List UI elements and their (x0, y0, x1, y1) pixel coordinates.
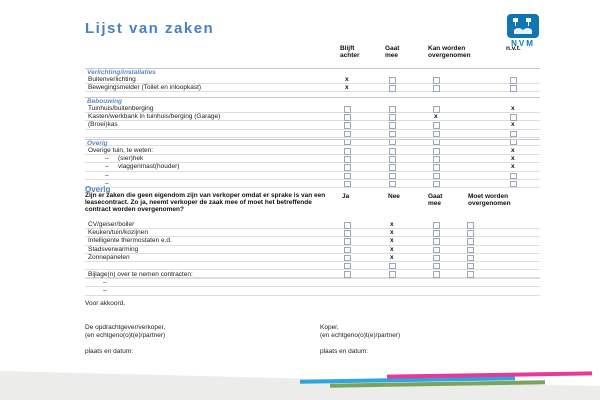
checkbox[interactable] (389, 77, 396, 84)
checkbox[interactable] (467, 247, 474, 254)
x-mark[interactable]: x (390, 245, 394, 253)
row-label: vlaggenmast(houder) (118, 163, 180, 171)
buyer-signature-label (320, 324, 400, 340)
checkbox[interactable] (389, 122, 396, 129)
checkbox[interactable] (433, 85, 440, 92)
section-overig-tuin (85, 139, 540, 188)
checkbox[interactable] (344, 255, 351, 262)
table-row (85, 105, 540, 113)
table-row (85, 147, 540, 155)
bijlage-block (85, 271, 540, 296)
checkbox[interactable] (344, 230, 351, 237)
bijlage-entry-line[interactable] (85, 287, 540, 295)
seller-line1: De opdrachtgever/verkoper, (85, 324, 166, 331)
checkbox[interactable] (389, 164, 396, 171)
nvm-logo (505, 14, 541, 48)
column-header: Blijft achter (340, 45, 360, 59)
checkbox[interactable] (344, 263, 351, 270)
table-row (85, 155, 540, 163)
row-label: Keuken/tuin/kozijnen (88, 229, 148, 237)
checkbox[interactable] (389, 263, 396, 270)
column-header: Moet worden overgenomen (468, 193, 511, 207)
seller-line2: (en echtgeno(o)t(e)/partner) (85, 332, 166, 339)
checkbox[interactable] (510, 173, 517, 180)
checkbox[interactable] (433, 263, 440, 270)
checkbox[interactable] (433, 181, 440, 188)
table-row (85, 180, 540, 188)
checkbox[interactable] (510, 114, 517, 121)
checkbox[interactable] (433, 122, 440, 129)
section-header: Bebouwing (85, 97, 540, 105)
checkbox[interactable] (389, 148, 396, 155)
x-mark[interactable]: x (511, 147, 515, 154)
bijlage-label-row (85, 271, 540, 279)
checkbox[interactable] (510, 77, 517, 84)
checkbox[interactable] (344, 122, 351, 129)
column-header: Nee (388, 193, 400, 200)
column-header: Gaat mee (428, 193, 443, 207)
list-dash: – (105, 163, 109, 171)
checkbox[interactable] (344, 238, 351, 245)
list-dash: – (105, 155, 109, 163)
checkbox[interactable] (344, 247, 351, 254)
section-verlichting (85, 68, 540, 92)
x-mark[interactable]: x (390, 237, 394, 245)
checkbox[interactable] (344, 131, 351, 138)
buyer-place-date-field[interactable]: plaats en datum: (320, 348, 369, 355)
checkbox[interactable] (344, 173, 351, 180)
row-label: Tuinhuis/buitenberging (88, 105, 154, 112)
column-header: Kan worden overgenomen (428, 45, 471, 59)
table-row (85, 172, 540, 180)
row-label: Kasten/werkbank in tuinhuis/berging (Garage) (88, 113, 221, 121)
checkbox[interactable] (344, 222, 351, 229)
table-row (85, 254, 540, 262)
checkbox[interactable] (344, 148, 351, 155)
table-row (85, 76, 540, 84)
row-label: Bewegingsmelder (Toilet en inloopkast) (88, 84, 202, 92)
x-mark[interactable]: x (434, 113, 438, 121)
row-label: CV/geiser/boiler (88, 221, 135, 228)
row-label: Zonnepanelen (88, 253, 130, 261)
bijlage-label: Bijlage(n) over te nemen contracten: (88, 271, 193, 278)
list-dash: – (105, 179, 109, 187)
checkbox[interactable] (433, 156, 440, 163)
table2-rows (85, 221, 540, 278)
checkbox[interactable] (433, 222, 440, 229)
section-header: Overig (85, 139, 540, 147)
table-row (85, 84, 540, 92)
list-dash: – (105, 171, 109, 179)
checkbox[interactable] (510, 181, 517, 188)
table-row (85, 130, 540, 138)
nvm-logo-text: NVM (511, 39, 535, 48)
checkbox[interactable] (344, 164, 351, 171)
table-row (85, 246, 540, 254)
checkbox[interactable] (433, 131, 440, 138)
checkbox[interactable] (467, 222, 474, 229)
x-mark[interactable]: x (390, 229, 394, 237)
column-header: Ja (342, 193, 350, 200)
buyer-line2: (en echtgeno(o)t(e)/partner) (320, 332, 401, 339)
voor-akkoord-label: Voor akkoord, (85, 300, 126, 307)
nvm-logo-icon (507, 14, 539, 38)
seller-place-date-field[interactable]: plaats en datum: (85, 348, 134, 355)
checkbox[interactable] (344, 114, 351, 121)
checkbox[interactable] (389, 173, 396, 180)
checkbox[interactable] (389, 114, 396, 121)
checkbox[interactable] (433, 164, 440, 171)
checkbox[interactable] (467, 263, 474, 270)
x-mark[interactable]: x (345, 84, 349, 92)
table-row (85, 262, 540, 270)
checkbox[interactable] (389, 156, 396, 163)
checkbox[interactable] (510, 85, 517, 92)
bijlage-dash: – (103, 279, 107, 287)
x-mark[interactable]: x (390, 253, 394, 261)
x-mark[interactable]: x (511, 163, 515, 171)
row-label: Buitenverlichting (88, 76, 136, 83)
checkbox[interactable] (433, 247, 440, 254)
row-label: (Broei)kas (88, 121, 118, 129)
column-header: Gaat mee (385, 45, 400, 59)
bijlage-entry-line[interactable] (85, 279, 540, 287)
row-label: Intelligente thermostaten e.d. (88, 237, 172, 245)
checkbox[interactable] (389, 181, 396, 188)
x-mark[interactable]: x (390, 221, 394, 228)
checkbox[interactable] (344, 106, 351, 113)
table-row (85, 237, 540, 245)
table-row (85, 221, 540, 229)
row-label: Overige tuin, te weten: (88, 147, 154, 154)
checkbox[interactable] (433, 173, 440, 180)
x-mark[interactable]: x (511, 121, 515, 129)
x-mark[interactable]: x (345, 76, 349, 83)
page-title: Lijst van zaken (85, 20, 215, 37)
checkbox[interactable] (467, 238, 474, 245)
checkbox[interactable] (510, 131, 517, 138)
column-header: n.v.t. (506, 45, 521, 52)
checkbox[interactable] (389, 131, 396, 138)
section-header: Verlichting/installaties (85, 68, 540, 76)
checkbox[interactable] (433, 106, 440, 113)
checkbox[interactable] (389, 85, 396, 92)
row-label: (sier)hek (118, 155, 144, 163)
checkbox[interactable] (467, 230, 474, 237)
x-mark[interactable]: x (511, 105, 515, 112)
checkbox[interactable] (433, 238, 440, 245)
seller-signature-label (85, 324, 165, 340)
checkbox[interactable] (433, 148, 440, 155)
x-mark[interactable]: x (511, 155, 515, 163)
checkbox[interactable] (433, 230, 440, 237)
row-label: Stadsverwarming (88, 245, 139, 253)
checkbox[interactable] (344, 181, 351, 188)
bijlage-dash: – (103, 287, 107, 295)
table-row (85, 113, 540, 121)
checkbox[interactable] (389, 106, 396, 113)
checkbox[interactable] (433, 255, 440, 262)
table-row (85, 163, 540, 171)
overig-section-title: Overig (85, 185, 111, 194)
checkbox[interactable] (344, 156, 351, 163)
buyer-line1: Koper, (320, 324, 339, 331)
lease-question: Zijn er zaken die geen eigendom zijn van verkoper omdat er sprake is van een leasecontract. Zo ja, neemt verkoper de zaak mee of moet het betreffende contract worden overgenomen? (85, 192, 326, 213)
checkbox[interactable] (433, 77, 440, 84)
table-row (85, 121, 540, 129)
table-row (85, 229, 540, 237)
checkbox[interactable] (467, 255, 474, 262)
